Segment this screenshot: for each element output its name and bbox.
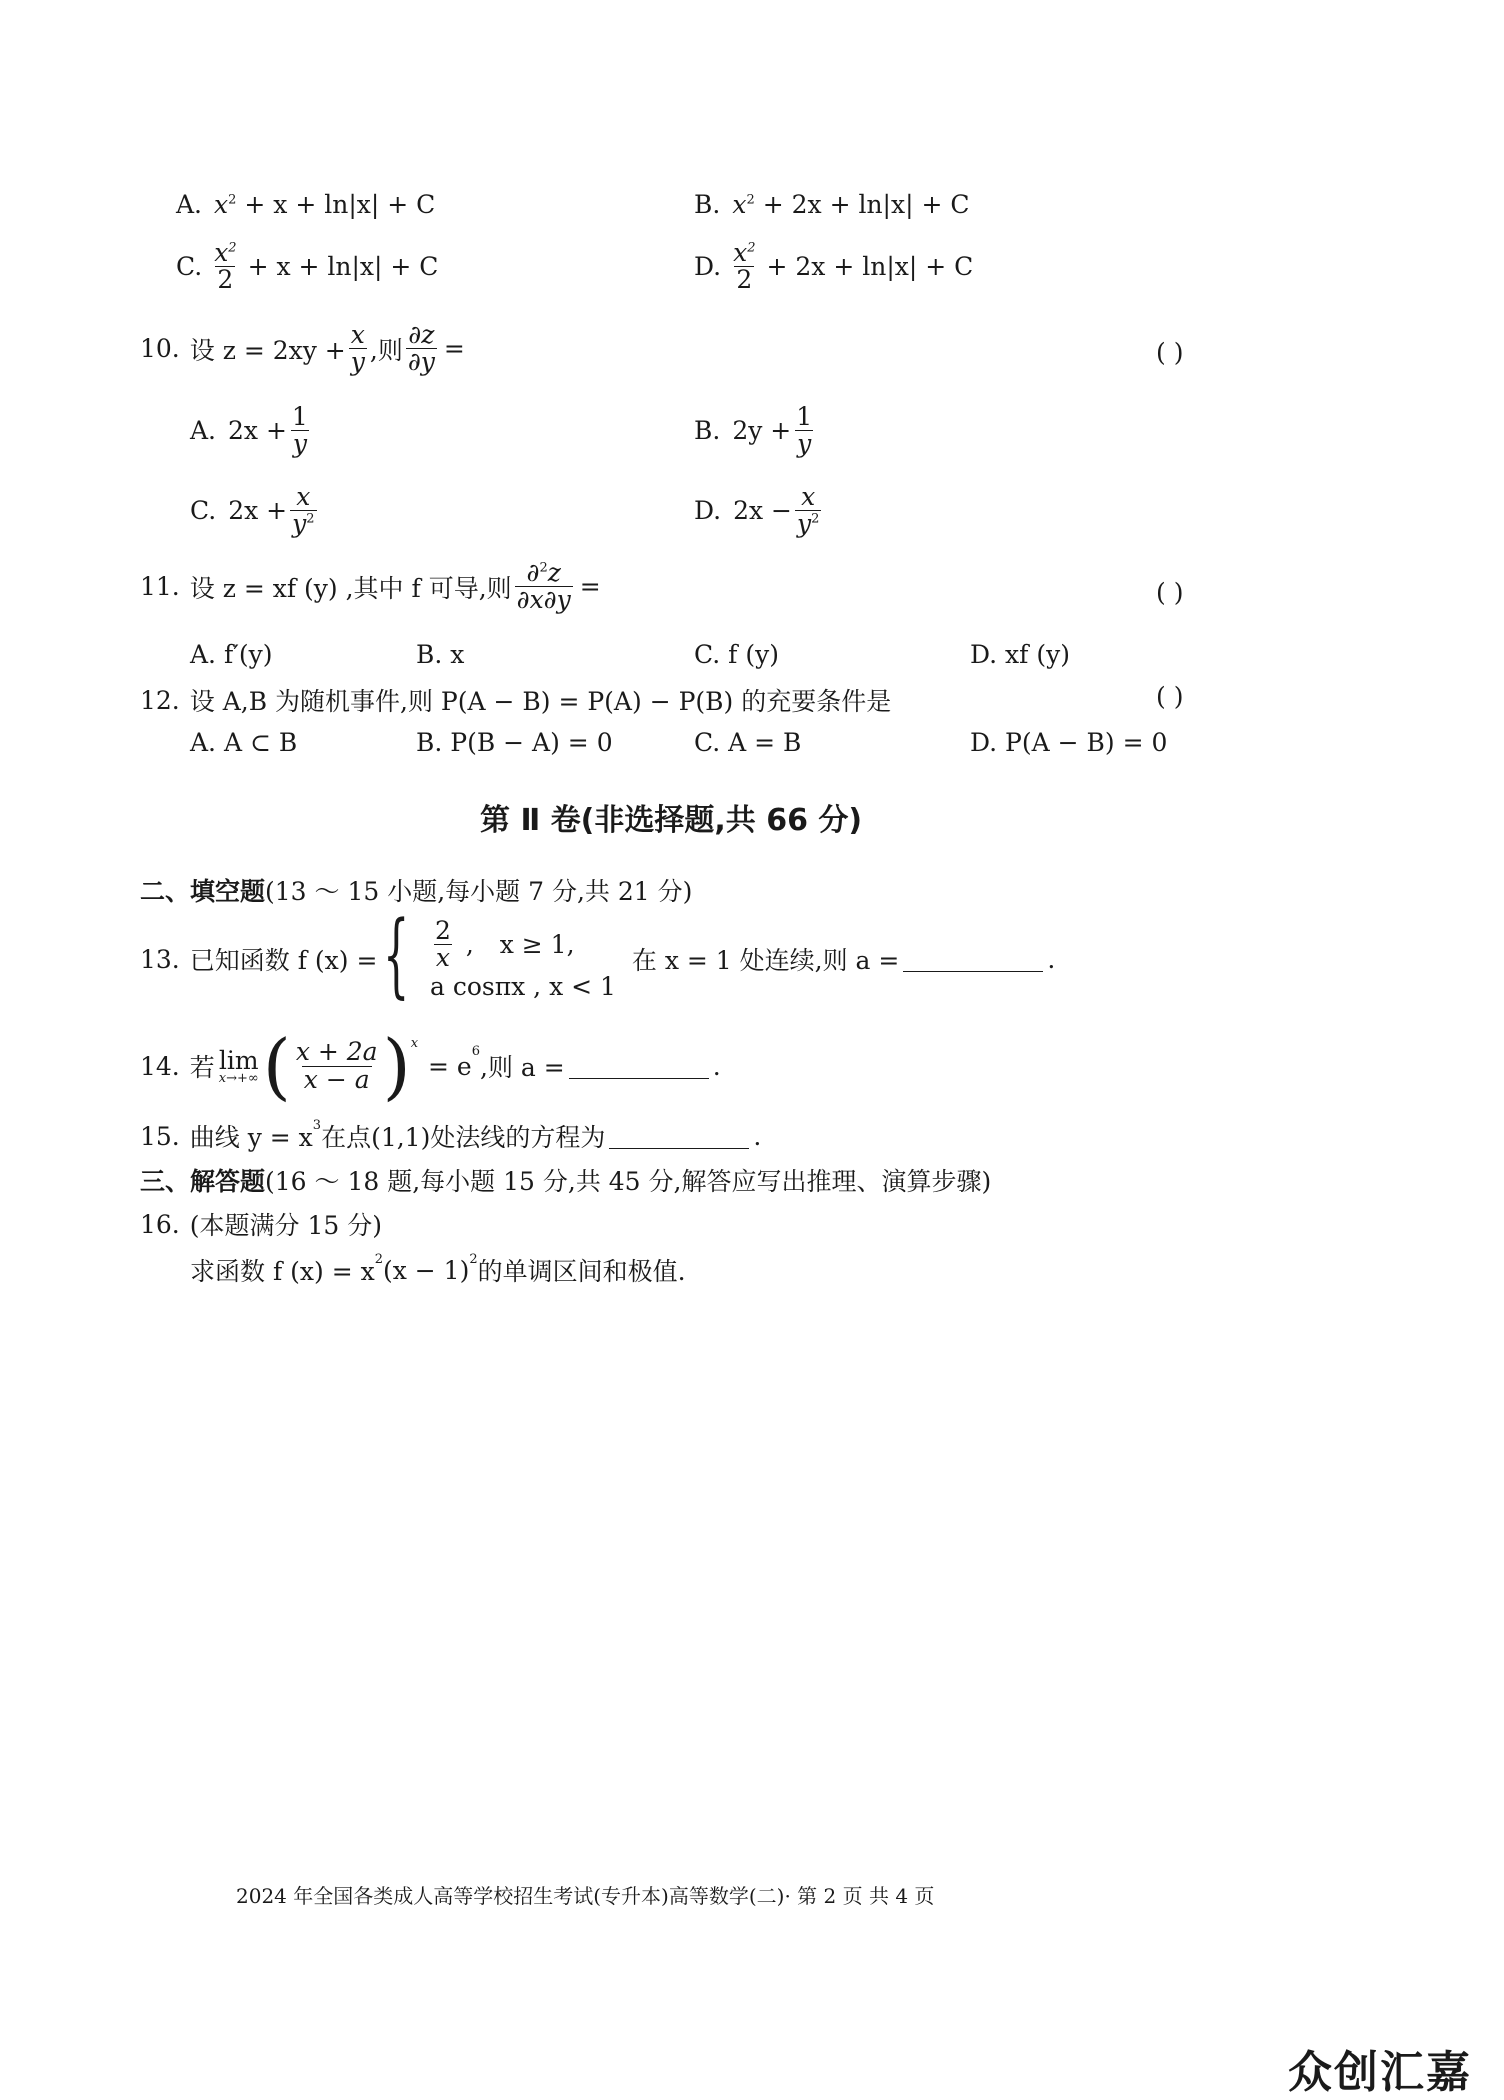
q11-option-a: A. f′(y) [190, 640, 273, 669]
fraction: $\frac{1}{y}$ [796, 402, 813, 459]
question-14: 14. 若 lim x→+∞ ( $\frac{x + 2a}{x - a}$ ) $^x$ = e $^6$ ,则 a = . [140, 1024, 721, 1108]
answer-blank[interactable] [903, 947, 1043, 972]
q11-option-b: B. x [416, 640, 465, 669]
answer-paren: ( ) [1156, 338, 1184, 367]
limit-operator: lim x→+∞ [218, 1046, 259, 1086]
fraction: $\frac{x}{y^2}$ [797, 482, 820, 539]
q11-option-d: D. xf (y) [970, 640, 1070, 669]
q10-option-a: A. 2x + $\frac{1}{y}$ [190, 402, 308, 459]
question-13: 13. 已知函数 f (x) = { $\frac{2}{x}$ , x ≥ 1, a cosπx , x < 1 在 x = 1 处连续,则 a = . [140, 901, 1056, 1008]
page-footer: 2024 年全国各类成人高等学校招生考试(专升本)高等数学(二)· 第 2 页 共 4 页 [236, 1884, 935, 1908]
question-15: 15. 曲线 y = x $^3$ 在点(1,1)处法线的方程为 . [140, 1118, 762, 1152]
q12-option-d: D. P(A − B) = 0 [970, 728, 1168, 757]
question-16-body: 求函数 f (x) = x $^2$ (x − 1) $^2$ 的单调区间和极值. [190, 1252, 686, 1286]
q11-option-c: C. f (y) [694, 640, 779, 669]
q9-option-c: C. $\frac{x^2}{2}$ + x + ln|x| + C [176, 238, 439, 295]
q9-option-a: A. $x^2$ + x + ln|x| + C [176, 190, 436, 219]
question-10-stem: 10. 设 z = 2xy + $\frac{x}{y}$ ,则 $\frac{\partial z}{\partial y}$ = [140, 320, 465, 377]
q9-option-d: D. $\frac{x^2}{2}$ + 2x + ln|x| + C [694, 238, 974, 295]
fraction: $\frac{1}{y}$ [291, 402, 308, 459]
fraction: $\frac{x^2}{2}$ [214, 238, 237, 295]
second-partial-derivative: $\frac{\partial^2z}{\partial x\partial y}$ [516, 558, 571, 615]
watermark-logo: 众创汇嘉 [1288, 2047, 1472, 2098]
fraction: $\frac{2}{x}$ [434, 916, 451, 973]
fraction: $\frac{x + 2a}{x - a}$ [295, 1037, 378, 1094]
q9-option-b: B. $x^2$ + 2x + ln|x| + C [694, 190, 970, 219]
q12-option-b: B. P(B − A) = 0 [416, 728, 613, 757]
answer-blank[interactable] [609, 1124, 749, 1149]
question-16-header: 16. (本题满分 15 分) [140, 1209, 382, 1240]
question-11-stem: 11. 设 z = xf (y) ,其中 f 可导,则 $\frac{\partial^2z}{\partial x\partial y}$ = [140, 558, 601, 615]
section-2-heading: 二、填空题 (13 ～ 15 小题,每小题 7 分,共 21 分) [140, 877, 693, 906]
part-2-title: 第 Ⅱ 卷(非选择题,共 66 分) [480, 803, 863, 838]
question-12-stem: 12. 设 A,B 为随机事件,则 P(A − B) = P(A) − P(B) 的充要条件是 [140, 685, 892, 716]
fraction: $\frac{x}{y^2}$ [292, 482, 315, 539]
q10-option-d: D. 2x − $\frac{x}{y^2}$ [694, 482, 820, 539]
answer-paren: ( ) [1156, 682, 1184, 711]
answer-paren: ( ) [1156, 578, 1184, 607]
q12-option-a: A. A ⊂ B [190, 728, 298, 757]
q12-option-c: C. A = B [694, 728, 802, 757]
section-3-heading: 三、解答题 (16 ～ 18 题,每小题 15 分,共 45 分,解答应写出推理、演算步骤) [140, 1167, 992, 1196]
q10-option-c: C. 2x + $\frac{x}{y^2}$ [190, 482, 315, 539]
partial-derivative: $\frac{\partial z}{\partial y}$ [407, 320, 435, 377]
piecewise-function: { $\frac{2}{x}$ , x ≥ 1, a cosπx , x < 1 [383, 901, 616, 1008]
fraction: $\frac{x^2}{2}$ [733, 238, 756, 295]
fraction: $\frac{x}{y}$ [350, 320, 365, 377]
answer-blank[interactable] [569, 1054, 709, 1079]
q10-option-b: B. 2y + $\frac{1}{y}$ [694, 402, 813, 459]
